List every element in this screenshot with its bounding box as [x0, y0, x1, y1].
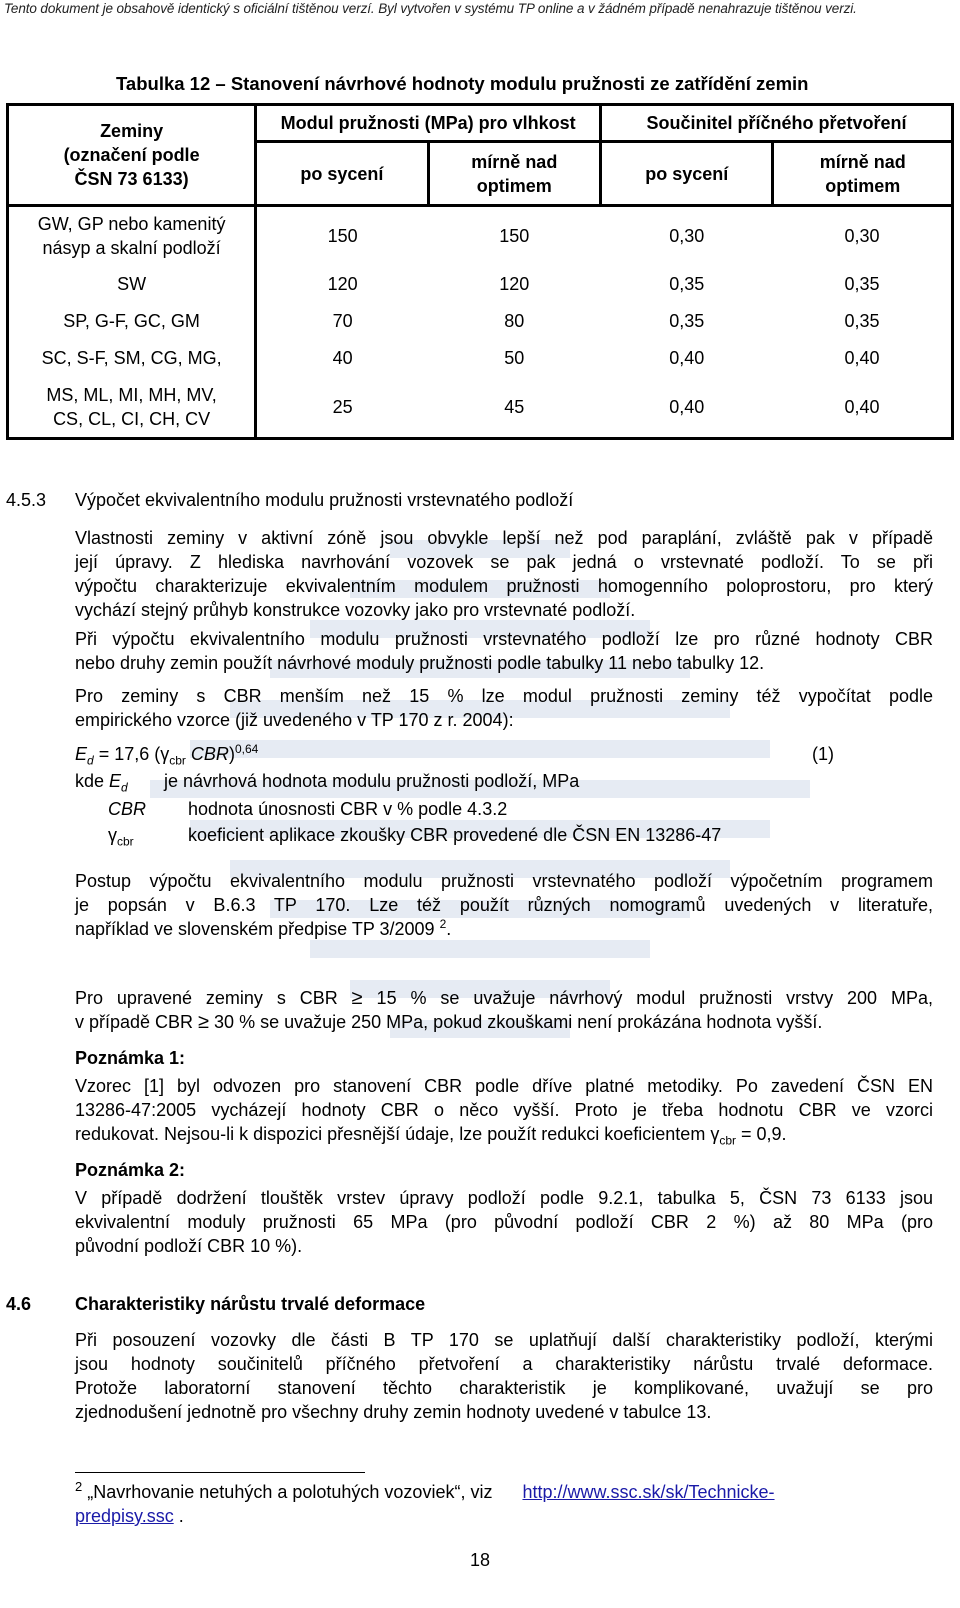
cell-modul-mirne: 120: [499, 273, 530, 294]
section-title: Charakteristiky nárůstu trvalé deformace: [75, 1294, 426, 1314]
header-modul-po-syceni: po sycení: [256, 142, 428, 206]
paragraph: Při výpočtu ekvivalentního modulu pružnosti vrstevnatého podloží lze pro různé hodnoty CBR nebo druhy zemin použít návrhové moduly pružnosti podle tabulky 11 nebo tabulky 12.: [75, 629, 933, 673]
table-row: [8, 265, 953, 302]
section-number: 4.5.3: [6, 490, 47, 510]
cell-soucinitel-po-syceni: 0,40: [669, 396, 705, 417]
note-1-title: Poznámka 1:: [75, 1048, 186, 1068]
cell-soucinitel-po-syceni: 0,35: [669, 273, 705, 294]
table-row: [8, 206, 953, 266]
where-cbr-desc: hodnota únosnosti CBR v % podle 4.3.2: [188, 799, 508, 819]
header-zeminy: Zeminy (označení podle ČSN 73 6133): [8, 105, 256, 206]
cell-soucinitel-po-syceni: 0,40: [669, 348, 705, 369]
header-modul-group: Modul pružnosti (MPa) pro vlhkost: [256, 105, 601, 142]
soil-modulus-table: [6, 103, 954, 440]
header-modul-mirne: mírně nad optimem: [428, 142, 601, 206]
cell-modul-mirne: 50: [504, 348, 525, 369]
section-title: Výpočet ekvivalentního modulu pružnosti vrstevnatého podloží: [75, 490, 574, 510]
footnote: $^2$ „Navrhovanie netuhých a polotuhých vozoviek“, viz http://www.ssc.sk/sk/Technicke- predpisy.ssc .: [75, 1479, 775, 1526]
where-gamma-desc: koeficient aplikace zkoušky CBR provedené dle ČSN EN 13286-47: [188, 825, 722, 845]
formula-number: (1): [812, 744, 834, 764]
paragraph: Pro zeminy s CBR menším než 15 % lze modul pružnosti zeminy též vypočítat podle empirického vzorce (již uvedeného v TP 170 z r. 2004):: [75, 686, 933, 730]
cell-zemina: SP, G-F, GC, GM: [63, 310, 200, 331]
cell-zemina: SW: [117, 273, 147, 294]
page-number: 18: [470, 1550, 491, 1570]
cell-modul-po-syceni: 40: [256, 340, 428, 377]
cell-soucinitel-po-syceni: 0,30: [669, 226, 705, 247]
paragraph: Při posouzení vozovky dle části B TP 170 se uplatňují další charakteristiky podloží, kterými jsou hodnoty součinitelů příčného přetvoření a charakteristiky nárůstu trvalé deformace. Protože laboratorní stanovení těchto charakteristik je komplikované, uvažují se pro zjednodušení jednotně pro všechny druhy zemin hodnoty uvedené v tabulce 13.: [75, 1330, 933, 1422]
cell-soucinitel-mirne: 0,40: [844, 348, 880, 369]
footnote-link[interactable]: http://www.ssc.sk/sk/Technicke-: [522, 1482, 775, 1502]
cell-modul-po-syceni: 150: [256, 206, 428, 266]
where-cbr-symbol: CBR: [108, 799, 147, 819]
document-disclaimer: Tento dokument je obsahově identický s oficiální tištěnou verzí. Byl vytvořen v systému TP online a v žádném případě nenahrazuje tištěnou verzi.: [4, 1, 857, 16]
cell-soucinitel-po-syceni: 0,35: [669, 310, 705, 331]
paragraph: Postup výpočtu ekvivalentního modulu pružnosti vrstevnatého podloží výpočetním programem je popsán v B.6.3 TP 170. Lze též použít různých nomogramů uvedených v literatuře, například ve slovenském předpise TP 3/2009 $^2$.: [75, 871, 933, 939]
cell-modul-mirne: 80: [504, 310, 525, 331]
cell-zemina: SC, S-F, SM, CG, MG,: [41, 348, 222, 369]
table-row: [8, 377, 953, 439]
footnote-link-continued[interactable]: predpisy.ssc: [75, 1506, 174, 1526]
table-row: [8, 302, 953, 339]
paragraph: Vzorec [1] byl odvozen pro stanovení CBR podle dříve platné metodiky. Po zavedení ČSN EN 13286-47:2005 vycházejí hodnoty CBR o něco vyšší. Proto je třeba hodnotu CBR ve vzorci redukovat. Nejsou-li k dispozici přesnější údaje, lze použít redukci koeficientem $\gamma_{cbr} = 0,9$.: [75, 1076, 933, 1148]
cell-modul-po-syceni: 25: [256, 377, 428, 439]
where-label: kde $E_d$: [75, 771, 128, 795]
header-soucinitel-group: Součinitel příčného přetvoření: [601, 105, 953, 142]
paragraph: Vlastnosti zeminy v aktivní zóně jsou obvykle lepší než pod paraplání, zvláště pak v případě její úpravy. Z hlediska navrhování vozovek se pak jedná o vrstevnaté podloží. To se při výpočtu charakterizuje ekvivalentním modulem pružnosti homogenního poloprostoru, pro který vychází stejný průhyb konstrukce vozovky jako pro vrstevnaté podloží.: [75, 528, 933, 620]
cell-soucinitel-mirne: 0,35: [844, 273, 880, 294]
where-ed-desc: je návrhová hodnota modulu pružnosti podloží, MPa: [164, 771, 580, 791]
header-soucinitel-po-syceni: po sycení: [601, 142, 773, 206]
cell-soucinitel-mirne: 0,35: [844, 310, 880, 331]
cell-soucinitel-mirne: 0,40: [844, 396, 880, 417]
footnote-rule: [75, 1472, 365, 1473]
cell-soucinitel-mirne: 0,30: [844, 226, 880, 247]
table-title: Tabulka 12 – Stanovení návrhové hodnoty modulu pružnosti ze zatřídění zemin: [116, 73, 809, 94]
cell-modul-po-syceni: 120: [256, 265, 428, 302]
section-number: 4.6: [6, 1294, 32, 1314]
note-2-title: Poznámka 2:: [75, 1160, 186, 1180]
paragraph: V případě dodržení tlouštěk vrstev úpravy podloží podle 9.2.1, tabulka 5, ČSN 73 6133 jsou ekvivalentní moduly pružnosti 65 MPa (pro původní podloží CBR 2 %) až 80 MPa (pro původní podloží CBR 10 %).: [75, 1188, 933, 1256]
table-row: [8, 340, 953, 377]
cell-modul-po-syceni: 70: [256, 302, 428, 339]
cell-modul-mirne: 45: [504, 396, 525, 417]
cell-zemina: GW, GP nebo kamenitý násyp a skalní podloží: [37, 214, 226, 259]
where-gamma-symbol: $\gamma_{cbr}$: [108, 825, 134, 849]
paragraph: Pro upravené zeminy s CBR ≥ 15 % se uvažuje návrhový modul pružnosti vrstvy 200 MPa, v případě CBR ≥ 30 % se uvažuje 250 MPa, pokud zkouškami není prokázána hodnota vyšší.: [75, 987, 933, 1033]
header-soucinitel-mirne: mírně nad optimem: [773, 142, 953, 206]
cell-zemina: MS, ML, MI, MH, MV, CS, CL, CI, CH, CV: [46, 384, 217, 429]
formula: $E_d = 17,6$ ($\gamma_{cbr}$ CBR)$^{0,64}$: [75, 742, 259, 768]
cell-modul-mirne: 150: [499, 226, 530, 247]
